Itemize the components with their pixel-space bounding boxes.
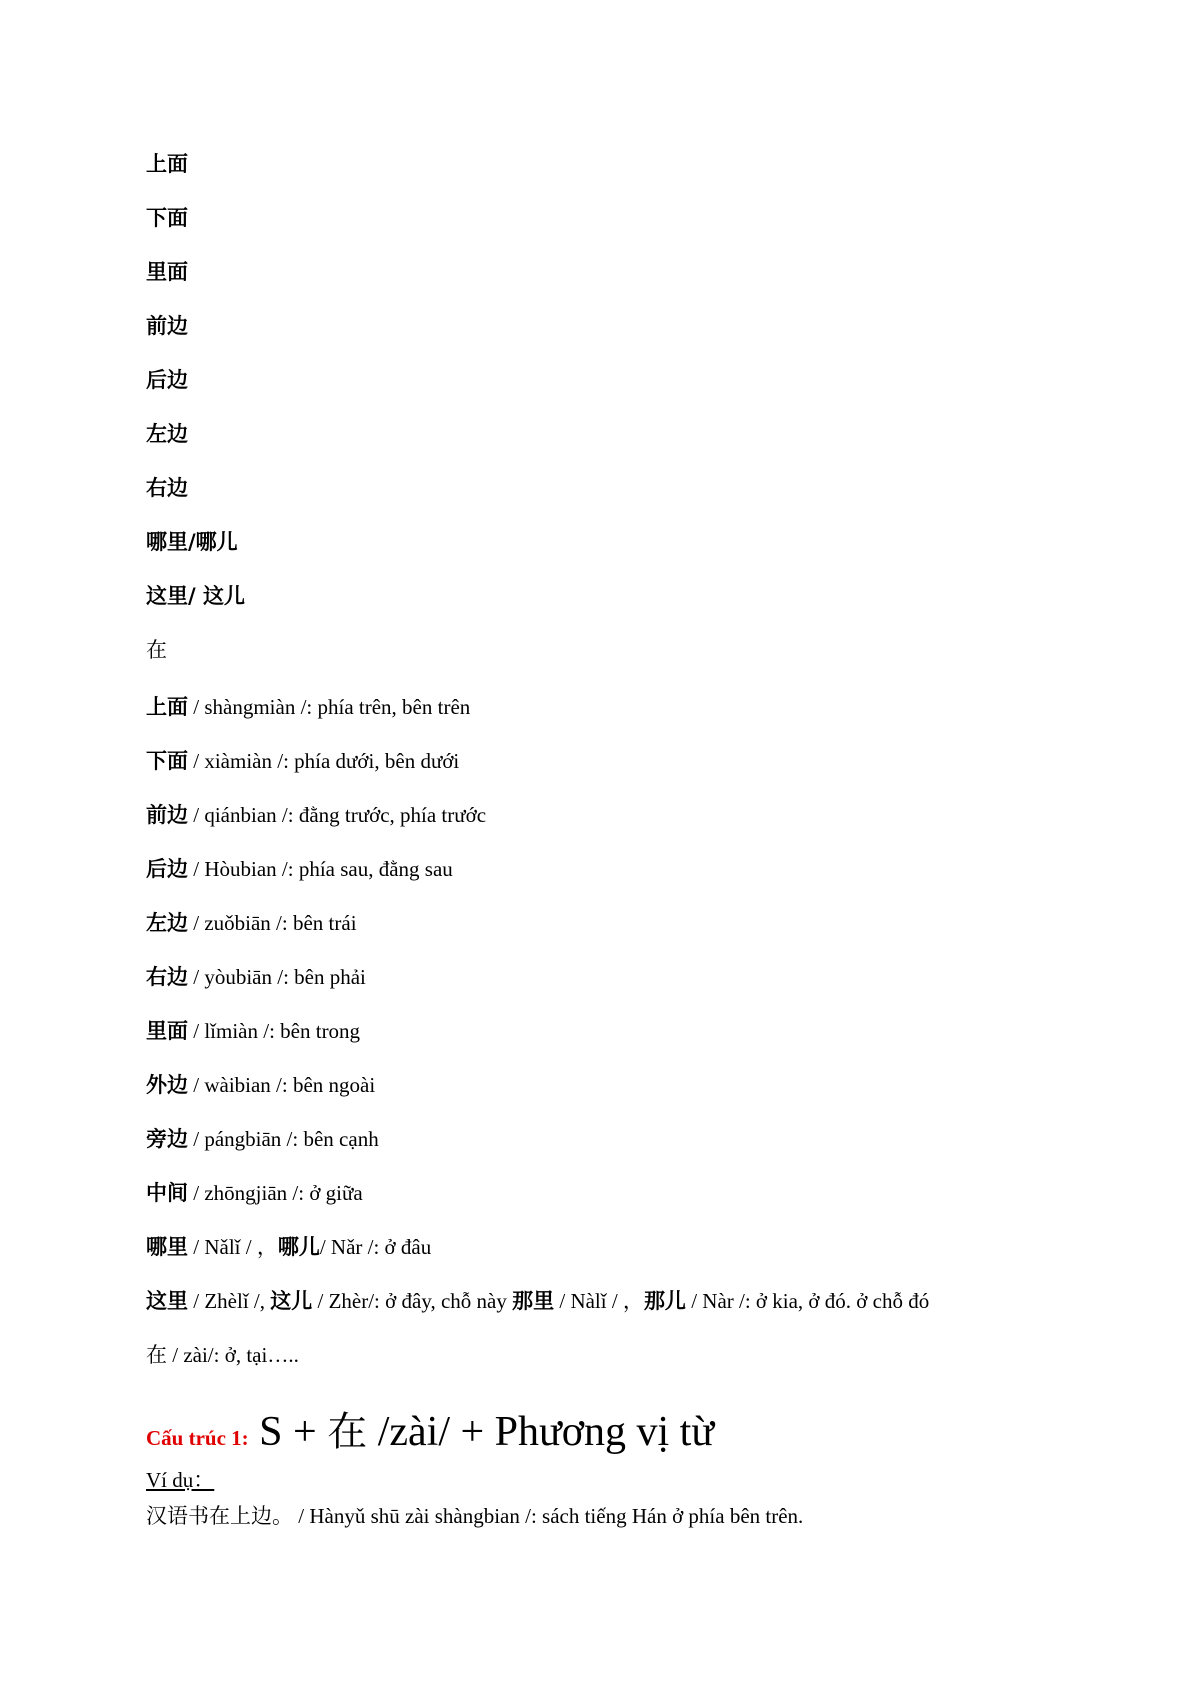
- vocab-hanzi: 旁边: [146, 1127, 188, 1151]
- vocab-gloss: / lǐmiàn /: bên trong: [188, 1019, 361, 1043]
- vocab-gloss: / yòubiān /: bên phải: [188, 965, 366, 989]
- vocab-hanzi: 这儿: [270, 1289, 313, 1313]
- vocab-hanzi: 里面: [146, 1019, 188, 1043]
- vocab-hanzi: 下面: [146, 749, 188, 773]
- vocab-item: [146, 857, 929, 911]
- vocab-hanzi: 中间: [146, 1181, 188, 1205]
- vocab-gloss: / Nàr /: ở kia, ở đó. ở chỗ đó: [685, 1289, 930, 1313]
- vocab-gloss: / Nǎr /: ở đâu: [319, 1235, 432, 1259]
- example-hanzi: 汉语书在上边。: [146, 1504, 293, 1528]
- structure-formula-pre: S +: [248, 1409, 328, 1455]
- vocab-item-here-there: [146, 1289, 929, 1343]
- vocab-gloss: / Zhèlǐ /,: [188, 1289, 271, 1313]
- structure-formula-hanzi: 在: [327, 1409, 368, 1455]
- vocab-gloss: / zuǒbiān /: bên trái: [188, 911, 357, 935]
- structure-formula-post: /zài/ + Phương vị từ: [367, 1409, 715, 1455]
- term-item: 上面: [146, 152, 188, 176]
- terms-list: [146, 152, 245, 692]
- vocab-item: [146, 695, 929, 749]
- vocab-gloss: / Nàlǐ / ，: [554, 1289, 644, 1313]
- vocab-hanzi: 哪儿: [277, 1235, 320, 1259]
- vocab-hanzi: 哪里: [146, 1235, 188, 1259]
- example-label: Ví dụ：: [146, 1468, 215, 1492]
- vocab-hanzi: 上面: [146, 695, 188, 719]
- structure-heading: [146, 1400, 714, 1457]
- example-gloss: / Hànyǔ shū zài shàngbian /: sách tiếng Hán ở phía bên trên.: [293, 1504, 804, 1528]
- term-item: 里面: [146, 260, 188, 284]
- vocab-item: [146, 1019, 929, 1073]
- vocab-gloss: / xiàmiàn /: phía dưới, bên dưới: [188, 749, 460, 773]
- term-item: 前边: [146, 314, 188, 338]
- term-item: 下面: [146, 206, 188, 230]
- vocab-item: [146, 1181, 929, 1235]
- term-item: 右边: [146, 476, 188, 500]
- example-sentence: [146, 1500, 803, 1530]
- vocab-hanzi: 外边: [146, 1073, 188, 1097]
- vocab-item: [146, 911, 929, 965]
- vocab-hanzi: 那儿: [643, 1289, 686, 1313]
- vocab-hanzi: 右边: [146, 965, 188, 989]
- vocab-hanzi: 前边: [146, 803, 188, 827]
- term-item: 左边: [146, 422, 188, 446]
- vocab-item: [146, 1073, 929, 1127]
- vocab-item: [146, 803, 929, 857]
- vocab-item: [146, 965, 929, 1019]
- vocab-gloss: / pángbiān /: bên cạnh: [188, 1127, 379, 1151]
- structure-label: Cấu trúc 1:: [146, 1426, 249, 1450]
- vocab-gloss: / wàibian /: bên ngoài: [188, 1073, 376, 1097]
- vocab-gloss: / zài/: ở, tại…..: [167, 1343, 299, 1367]
- term-item: 哪里/哪儿: [146, 530, 238, 554]
- vocab-item: [146, 1127, 929, 1181]
- vocab-gloss: / Hòubian /: phía sau, đằng sau: [188, 857, 453, 881]
- vocab-hanzi: 那里: [512, 1289, 555, 1313]
- vocab-hanzi: 在: [146, 1343, 167, 1367]
- vocab-gloss: / qiánbian /: đằng trước, phía trước: [188, 803, 487, 827]
- term-item: 后边: [146, 368, 188, 392]
- vocab-item: [146, 749, 929, 803]
- vocab-hanzi: 左边: [146, 911, 188, 935]
- vocab-hanzi: 这里: [146, 1289, 188, 1313]
- vocab-gloss: / zhōngjiān /: ở giữa: [188, 1181, 363, 1205]
- vocab-item-zai: [146, 1343, 929, 1397]
- vocab-gloss: / shàngmiàn /: phía trên, bên trên: [188, 695, 471, 719]
- term-item: 在: [146, 638, 167, 662]
- vocab-hanzi: 后边: [146, 857, 188, 881]
- vocab-list: [146, 695, 929, 1397]
- vocab-item-where: [146, 1235, 929, 1289]
- term-item: 这里/ 这儿: [146, 584, 245, 608]
- vocab-gloss: / Nǎlǐ / ，: [188, 1235, 278, 1259]
- vocab-gloss: / Zhèr/: ở đây, chỗ này: [312, 1289, 513, 1313]
